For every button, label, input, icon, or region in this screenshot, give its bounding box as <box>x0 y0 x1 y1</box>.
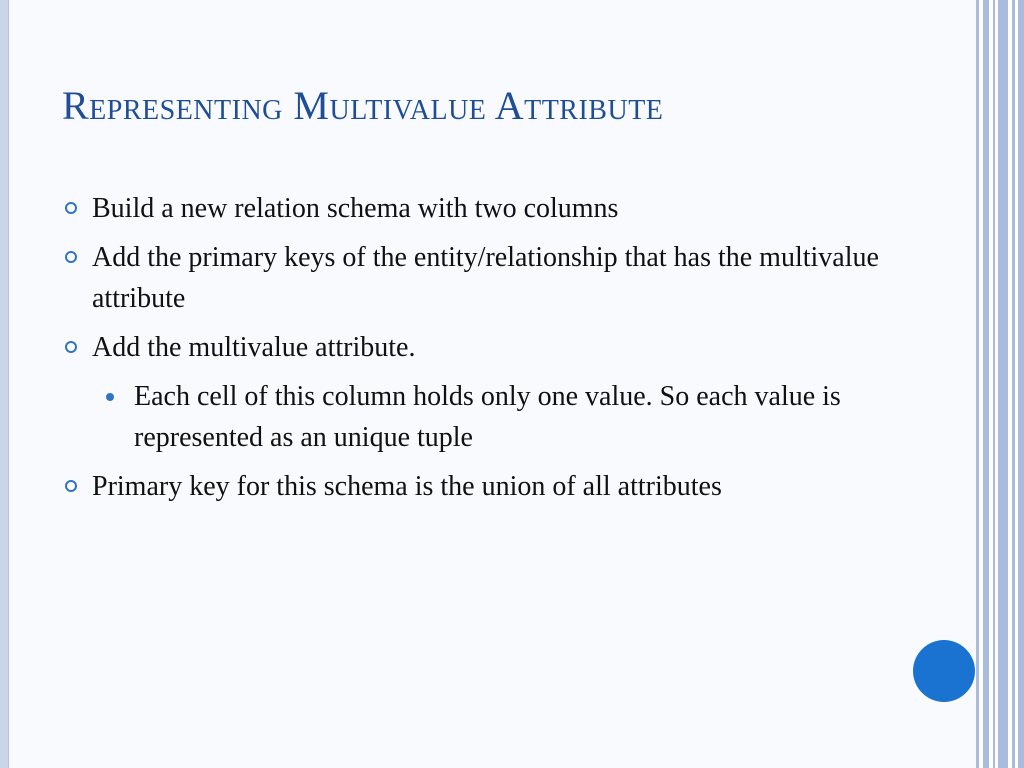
hollow-circle-bullet-icon <box>65 202 77 214</box>
decorative-circle-icon <box>913 640 975 702</box>
bullet-item <box>62 327 942 368</box>
bullet-text: Add the multivalue attribute. <box>92 332 416 363</box>
hollow-circle-bullet-icon <box>65 341 77 353</box>
bullet-text: Build a new relation schema with two columns <box>92 193 619 224</box>
frame-stripe <box>1018 0 1024 768</box>
hollow-circle-bullet-icon <box>65 480 77 492</box>
sub-bullet-text: Each cell of this column holds only one value. So each value is represented as an unique tuple <box>134 381 841 453</box>
frame-stripe <box>1012 0 1015 768</box>
frame-stripe <box>983 0 989 768</box>
frame-stripe <box>998 0 1008 768</box>
bullet-text: Primary key for this schema is the union of all attributes <box>92 471 722 502</box>
filled-dot-bullet-icon <box>106 393 114 401</box>
left-frame-border <box>0 0 9 768</box>
hollow-circle-bullet-icon <box>65 251 77 263</box>
bullet-item <box>62 188 942 229</box>
frame-stripe <box>993 0 995 768</box>
bullet-text: Add the primary keys of the entity/relationship that has the multivalue attribute <box>92 242 879 314</box>
slide-title: Representing Multivalue Attribute <box>62 83 664 128</box>
bullet-list <box>62 188 942 515</box>
frame-stripe <box>976 0 979 768</box>
bullet-item <box>62 237 942 319</box>
bullet-item <box>62 466 942 507</box>
sub-bullet-item <box>62 376 942 458</box>
